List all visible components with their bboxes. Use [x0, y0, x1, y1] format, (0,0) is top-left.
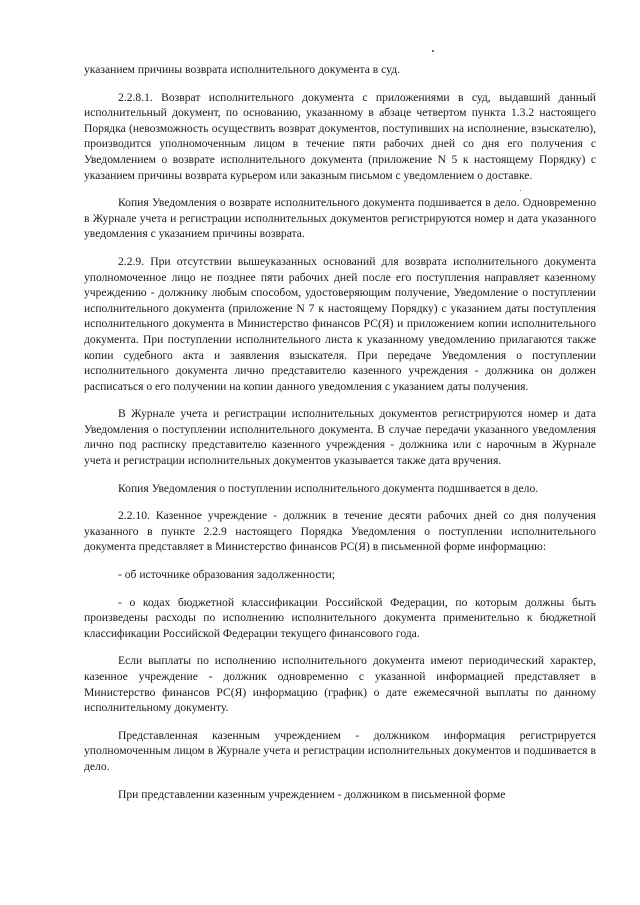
- paragraph-copy-return-notice: Копия Уведомления о возврате исполнительного документа подшивается в дело. Одновременно в Журнале учета и регистрации исполнительных документов регистрируются номер и дата указанного уведомления с указанием причины возврата.: [84, 196, 596, 241]
- paragraph-2-2-9: 2.2.9. При отсутствии вышеуказанных оснований для возврата исполнительного документа уполномоченное лицо не позднее пяти рабочих дней после его поступления направляет казенному учреждению - должнику любым способом, удостоверяющим получение, Уведомление о поступлении исполнительного документа (приложение N 7 к настоящему Порядку) с указанием даты поступления исполнительного документа в Министерство финансов РС(Я) и приложением копии исполнительного документа. При поступлении исполнительного листа к указанному уведомлению прилагаются также копии судебного акта и заявления взыскателя. При передаче Уведомления о поступлении исполнительного документа лично представителю казенного учреждения - должника он должен расписаться о его получении на копии данного уведомления с указанием даты получения.: [84, 254, 596, 393]
- paragraph-continuation: указанием причины возврата исполнительного документа в суд.: [84, 63, 401, 76]
- paragraph-submission: При представлении казенным учреждением - должником в письменной форме: [118, 787, 506, 801]
- paragraph-journal-registration: В Журнале учета и регистрации исполнительных документов регистрируются номер и дата Уведомления о поступлении исполнительного документа. В случае передачи указанного уведомления лично под расписку представителю казенного учреждения - должника или с нарочным в Журнале учета и регистрации исполнительных документов указывается также дата вручения.: [84, 407, 596, 468]
- paragraph-copy-receipt-notice: Копия Уведомления о поступлении исполнительного документа подшивается в дело.: [118, 481, 539, 495]
- list-item-budget-codes: - о кодах бюджетной классификации Российской Федерации, по которым должны быть произведены расходы по исполнению исполнительного документа применительно к бюджетной классификации Российской Федерации текущего финансового года.: [84, 595, 596, 640]
- scan-speck: [432, 50, 434, 52]
- paragraph-info-registration: Представленная казенным учреждением - должником информация регистрируется уполномоченным лицом в Журнале учета и регистрации исполнительных документов и подшивается в дело.: [84, 728, 596, 773]
- paragraph-2-2-10: 2.2.10. Казенное учреждение - должник в течение десяти рабочих дней со дня получения указанного в пункте 2.2.9 настоящего Порядка Уведомления о поступлении исполнительного документа представляет в Министерство финансов РС(Я) в письменной форме информацию:: [84, 509, 596, 554]
- paragraph-periodic-payments: Если выплаты по исполнению исполнительного документа имеют периодический характер, казенное учреждение - должник одновременно с указанной информацией представляет в Министерство финансов РС(Я) информацию (график) о дате ежемесячной выплаты по данному исполнительному документу.: [84, 654, 596, 715]
- paragraph-2-2-8-1: 2.2.8.1. Возврат исполнительного документа с приложениями в суд, выдавший данный исполнительный документ, по основанию, указанному в абзаце четвертом пункта 1.3.2 настоящего Порядка (невозможность осуществить возврат документов, поступивших на исполнение, взыскателю), производится уполномоченным лицом в течение пяти рабочих дней со дня его получения с Уведомлением о возврате исполнительного документа (приложение N 5 к настоящему Порядку) с указанием причины возврата курьером или заказным письмом с уведомлением о доставке.: [84, 90, 596, 182]
- list-item-debt-source: - об источнике образования задолженности;: [118, 568, 335, 582]
- document-page: [84, 62, 596, 814]
